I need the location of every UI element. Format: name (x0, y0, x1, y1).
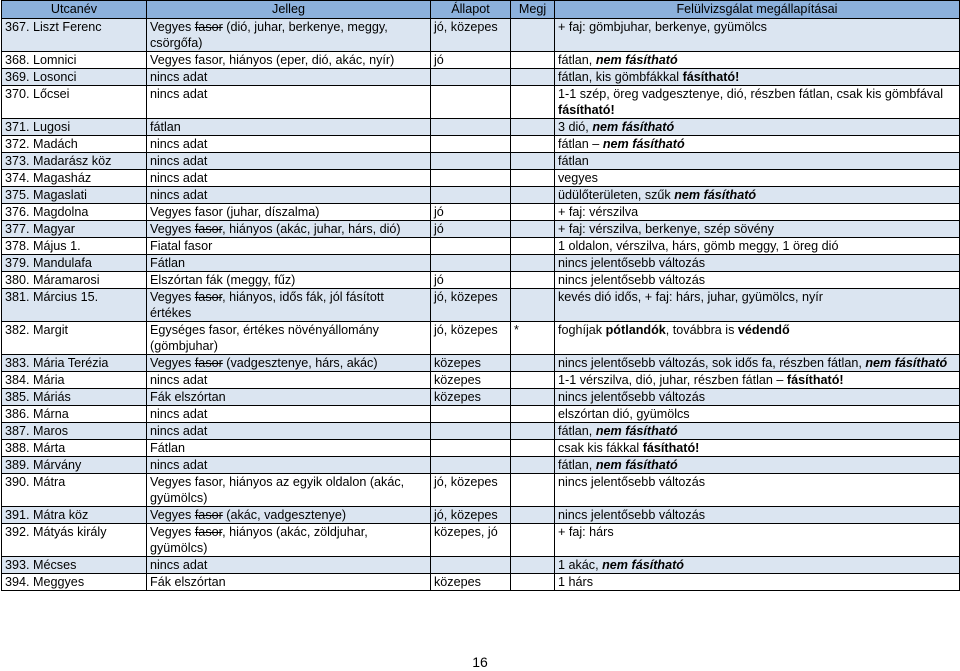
text-segment: nincs adat (150, 137, 208, 151)
cell-review-findings (555, 238, 960, 255)
cell-character (147, 136, 431, 153)
table-row (2, 238, 960, 255)
text-segment: + faj: vérszilva, berkenye, szép sövény (558, 222, 774, 236)
cell-condition (431, 86, 511, 119)
text-segment: Vegyes fasor, hiányos az egyik oldalon (akác, gyümölcs) (150, 475, 405, 505)
text-segment: pótlandók (605, 323, 666, 337)
text-segment: Vegyes (150, 525, 195, 539)
text-segment: nincs adat (150, 188, 208, 202)
cell-review-findings (555, 255, 960, 272)
cell-review-findings (555, 86, 960, 119)
cell-note (511, 557, 555, 574)
cell-note (511, 389, 555, 406)
text-segment: fátlan – (558, 137, 603, 151)
cell-character (147, 204, 431, 221)
text-segment: fasor (194, 356, 223, 370)
text-segment: fátlan, kis gömbfákkal (558, 70, 683, 84)
text-segment: fasor (194, 20, 223, 34)
text-segment: elszórtan dió, gyümölcs (558, 407, 690, 421)
cell-condition: jó, közepes (431, 322, 511, 355)
table-row (2, 153, 960, 170)
cell-review-findings (555, 423, 960, 440)
text-segment: nincs adat (150, 407, 208, 421)
text-segment: fásítható! (558, 103, 615, 117)
table-row (2, 272, 960, 289)
text-segment: Fák elszórtan (150, 575, 226, 589)
table-row (2, 355, 960, 372)
cell-review-findings (555, 574, 960, 591)
cell-character (147, 322, 431, 355)
cell-condition (431, 153, 511, 170)
cell-street-name: 390. Mátra (2, 474, 147, 507)
cell-character (147, 255, 431, 272)
cell-note (511, 372, 555, 389)
cell-condition: közepes (431, 355, 511, 372)
text-segment: nem fásítható (602, 137, 685, 151)
cell-condition: jó, közepes (431, 19, 511, 52)
cell-review-findings (555, 221, 960, 238)
page-number: 16 (472, 654, 488, 670)
table-row (2, 507, 960, 524)
cell-review-findings (555, 153, 960, 170)
text-segment: nem fásítható (602, 558, 684, 572)
cell-condition (431, 170, 511, 187)
text-segment: nem fásítható (595, 53, 678, 67)
text-segment: fasor (194, 222, 223, 236)
header-street-name: Utcanév (2, 1, 147, 19)
cell-review-findings (555, 372, 960, 389)
text-segment: Vegyes (150, 508, 195, 522)
cell-street-name: 393. Mécses (2, 557, 147, 574)
text-segment: fásítható! (682, 70, 740, 84)
cell-note (511, 136, 555, 153)
cell-review-findings (555, 457, 960, 474)
cell-note (511, 52, 555, 69)
cell-review-findings (555, 19, 960, 52)
table-row (2, 423, 960, 440)
text-segment: fátlan (150, 120, 181, 134)
cell-condition: jó (431, 272, 511, 289)
text-segment: fasor (194, 290, 223, 304)
table-row (2, 52, 960, 69)
cell-review-findings (555, 204, 960, 221)
cell-street-name: 379. Mandulafa (2, 255, 147, 272)
cell-street-name: 376. Magdolna (2, 204, 147, 221)
text-segment: vegyes (558, 171, 598, 185)
cell-review-findings (555, 289, 960, 322)
text-segment: Vegyes fasor, hiányos (eper, dió, akác, nyír) (150, 53, 395, 67)
cell-condition (431, 440, 511, 457)
table-row (2, 19, 960, 52)
cell-note (511, 524, 555, 557)
cell-review-findings (555, 170, 960, 187)
text-segment: nincs adat (150, 154, 208, 168)
text-segment: , hiányos (akác, juhar, hárs, dió) (222, 222, 401, 236)
cell-street-name: 389. Márvány (2, 457, 147, 474)
table-row (2, 574, 960, 591)
cell-condition: jó (431, 204, 511, 221)
cell-note (511, 457, 555, 474)
table-row (2, 255, 960, 272)
table-row (2, 136, 960, 153)
text-segment: Egységes fasor, értékes növényállomány (gömbjuhar) (150, 323, 379, 353)
text-segment: Fák elszórtan (150, 390, 226, 404)
cell-street-name: 392. Mátyás király (2, 524, 147, 557)
cell-review-findings (555, 474, 960, 507)
table-row (2, 221, 960, 238)
cell-review-findings (555, 389, 960, 406)
text-segment: nincs jelentősebb változás (558, 273, 706, 287)
cell-note (511, 574, 555, 591)
table-header-row (2, 1, 960, 19)
cell-note (511, 204, 555, 221)
cell-character (147, 440, 431, 457)
cell-character (147, 238, 431, 255)
header-note: Megj (511, 1, 555, 19)
cell-note (511, 406, 555, 423)
cell-note (511, 119, 555, 136)
cell-note (511, 221, 555, 238)
text-segment: kevés dió idős, + faj: hárs, juhar, gyümölcs, nyír (558, 290, 823, 304)
cell-condition (431, 119, 511, 136)
text-segment: Fiatal fasor (150, 239, 213, 253)
text-segment: , továbbra is (665, 323, 738, 337)
cell-street-name: 383. Mária Terézia (2, 355, 147, 372)
text-segment: üdülőterületen, szűk (558, 188, 675, 202)
text-segment: nincs adat (150, 171, 208, 185)
cell-condition: közepes (431, 574, 511, 591)
cell-note (511, 355, 555, 372)
cell-note (511, 19, 555, 52)
cell-note (511, 255, 555, 272)
cell-note (511, 86, 555, 119)
table-row (2, 440, 960, 457)
text-segment: fasor (194, 525, 223, 539)
table-row (2, 557, 960, 574)
table-body (2, 19, 960, 591)
text-segment: Fátlan (150, 256, 186, 270)
cell-street-name: 385. Máriás (2, 389, 147, 406)
cell-note: * (511, 322, 555, 355)
cell-street-name: 367. Liszt Ferenc (2, 19, 147, 52)
table-row (2, 204, 960, 221)
text-segment: nincs adat (150, 558, 208, 572)
cell-character (147, 289, 431, 322)
text-segment: fásítható! (786, 373, 844, 387)
cell-character (147, 187, 431, 204)
text-segment: fátlan, (558, 53, 596, 67)
cell-character (147, 272, 431, 289)
cell-review-findings (555, 406, 960, 423)
text-segment: nincs jelentősebb változás (558, 256, 706, 270)
table-row (2, 289, 960, 322)
cell-condition: közepes (431, 389, 511, 406)
text-segment: 1 hárs (558, 575, 594, 589)
text-segment: + faj: hárs (558, 525, 614, 539)
cell-condition: jó, közepes (431, 474, 511, 507)
text-segment: + faj: vérszilva (558, 205, 639, 219)
text-segment: nem fásítható (674, 188, 757, 202)
text-segment: nem fásítható (595, 458, 678, 472)
cell-character (147, 524, 431, 557)
street-tree-table (1, 0, 960, 591)
cell-character (147, 474, 431, 507)
text-segment: Vegyes (150, 20, 195, 34)
table-row (2, 474, 960, 507)
cell-condition (431, 255, 511, 272)
cell-character (147, 406, 431, 423)
cell-character (147, 355, 431, 372)
cell-condition (431, 238, 511, 255)
cell-character (147, 153, 431, 170)
cell-review-findings (555, 524, 960, 557)
cell-review-findings (555, 557, 960, 574)
cell-review-findings (555, 322, 960, 355)
cell-character (147, 557, 431, 574)
text-segment: 1 oldalon, vérszilva, hárs, gömb meggy, 1 öreg dió (558, 239, 839, 253)
cell-condition: jó (431, 221, 511, 238)
cell-character (147, 69, 431, 86)
cell-condition: jó, közepes (431, 507, 511, 524)
cell-street-name: 382. Margit (2, 322, 147, 355)
cell-condition (431, 406, 511, 423)
cell-note (511, 440, 555, 457)
text-segment: nem fásítható (595, 424, 678, 438)
cell-street-name: 370. Lőcsei (2, 86, 147, 119)
cell-character (147, 86, 431, 119)
cell-review-findings (555, 355, 960, 372)
text-segment: Fátlan (150, 441, 186, 455)
text-segment: nincs adat (150, 424, 208, 438)
cell-review-findings (555, 272, 960, 289)
text-segment: nincs jelentősebb változás (558, 390, 706, 404)
cell-condition: jó (431, 52, 511, 69)
table-row (2, 372, 960, 389)
text-segment: , hiányos (akác, zöldjuhar, gyümölcs) (150, 525, 368, 555)
cell-condition (431, 423, 511, 440)
text-segment: Vegyes (150, 222, 195, 236)
cell-review-findings (555, 136, 960, 153)
cell-review-findings (555, 507, 960, 524)
cell-character (147, 507, 431, 524)
text-segment: Vegyes (150, 356, 195, 370)
cell-condition: közepes (431, 372, 511, 389)
text-segment: (akác, vadgesztenye) (222, 508, 347, 522)
cell-condition: jó, közepes (431, 289, 511, 322)
text-segment: nincs jelentősebb változás (558, 508, 706, 522)
cell-street-name: 378. Május 1. (2, 238, 147, 255)
table-row (2, 69, 960, 86)
cell-character (147, 119, 431, 136)
cell-note (511, 170, 555, 187)
cell-street-name: 368. Lomnici (2, 52, 147, 69)
table-row (2, 170, 960, 187)
text-segment: 1-1 szép, öreg vadgesztenye, dió, részben fátlan, csak kis gömbfával (558, 87, 944, 101)
cell-street-name: 384. Mária (2, 372, 147, 389)
table-row (2, 406, 960, 423)
cell-condition (431, 136, 511, 153)
text-segment: nincs adat (150, 70, 208, 84)
cell-character (147, 170, 431, 187)
text-segment: fátlan, (558, 458, 596, 472)
cell-review-findings (555, 52, 960, 69)
cell-note (511, 238, 555, 255)
text-segment: fásítható! (642, 441, 700, 455)
cell-note (511, 423, 555, 440)
table-row (2, 187, 960, 204)
cell-street-name: 369. Losonci (2, 69, 147, 86)
table-row (2, 524, 960, 557)
text-segment: fasor (194, 508, 223, 522)
header-condition: Állapot (431, 1, 511, 19)
cell-street-name: 371. Lugosi (2, 119, 147, 136)
text-segment: , hiányos, idős fák, jól fásított értékes (150, 290, 384, 320)
cell-character (147, 221, 431, 238)
text-segment: 1-1 vérszilva, dió, juhar, részben fátlan – (558, 373, 787, 387)
cell-condition (431, 187, 511, 204)
cell-street-name: 377. Magyar (2, 221, 147, 238)
cell-street-name: 394. Meggyes (2, 574, 147, 591)
cell-note (511, 153, 555, 170)
text-segment: nincs adat (150, 373, 208, 387)
text-segment: 1 akác, (558, 558, 603, 572)
cell-note (511, 187, 555, 204)
table-row (2, 322, 960, 355)
text-segment: fátlan, (558, 424, 596, 438)
text-segment: (dió, juhar, berkenye, meggy, csörgőfa) (150, 20, 388, 50)
table-row (2, 389, 960, 406)
cell-condition: közepes, jó (431, 524, 511, 557)
text-segment: nem fásítható (592, 120, 675, 134)
cell-note (511, 507, 555, 524)
text-segment: nincs jelentősebb változás, sok idős fa, részben fátlan, (558, 356, 866, 370)
text-segment: (vadgesztenye, hárs, akác) (222, 356, 378, 370)
cell-note (511, 69, 555, 86)
cell-note (511, 272, 555, 289)
header-character: Jelleg (147, 1, 431, 19)
text-segment: Elszórtan fák (meggy, fűz) (150, 273, 296, 287)
cell-condition (431, 69, 511, 86)
cell-street-name: 391. Mátra köz (2, 507, 147, 524)
text-segment: csak kis fákkal (558, 441, 643, 455)
cell-character (147, 457, 431, 474)
cell-condition (431, 457, 511, 474)
cell-note (511, 474, 555, 507)
cell-condition (431, 557, 511, 574)
text-segment: 3 dió, (558, 120, 593, 134)
cell-street-name: 387. Maros (2, 423, 147, 440)
cell-character (147, 19, 431, 52)
cell-review-findings (555, 69, 960, 86)
table-row (2, 457, 960, 474)
cell-character (147, 574, 431, 591)
cell-character (147, 52, 431, 69)
table-row (2, 119, 960, 136)
text-segment: nincs adat (150, 87, 208, 101)
text-segment: nincs jelentősebb változás (558, 475, 706, 489)
cell-street-name: 373. Madarász köz (2, 153, 147, 170)
cell-street-name: 380. Máramarosi (2, 272, 147, 289)
cell-street-name: 381. Március 15. (2, 289, 147, 322)
cell-review-findings (555, 187, 960, 204)
text-segment: nincs adat (150, 458, 208, 472)
text-segment: foghíjak (558, 323, 606, 337)
cell-review-findings (555, 119, 960, 136)
cell-review-findings (555, 440, 960, 457)
cell-character (147, 389, 431, 406)
table-row (2, 86, 960, 119)
cell-street-name: 375. Magaslati (2, 187, 147, 204)
cell-street-name: 372. Madách (2, 136, 147, 153)
header-review-findings: Felülvizsgálat megállapításai (555, 1, 960, 19)
cell-street-name: 386. Márna (2, 406, 147, 423)
cell-character (147, 372, 431, 389)
cell-street-name: 374. Magasház (2, 170, 147, 187)
text-segment: + faj: gömbjuhar, berkenye, gyümölcs (558, 20, 767, 34)
text-segment: nem fásítható (865, 356, 948, 370)
cell-character (147, 423, 431, 440)
cell-street-name: 388. Márta (2, 440, 147, 457)
text-segment: Vegyes (150, 290, 195, 304)
text-segment: fátlan (558, 154, 589, 168)
text-segment: védendő (737, 323, 790, 337)
cell-note (511, 289, 555, 322)
text-segment: Vegyes fasor (juhar, díszalma) (150, 205, 320, 219)
